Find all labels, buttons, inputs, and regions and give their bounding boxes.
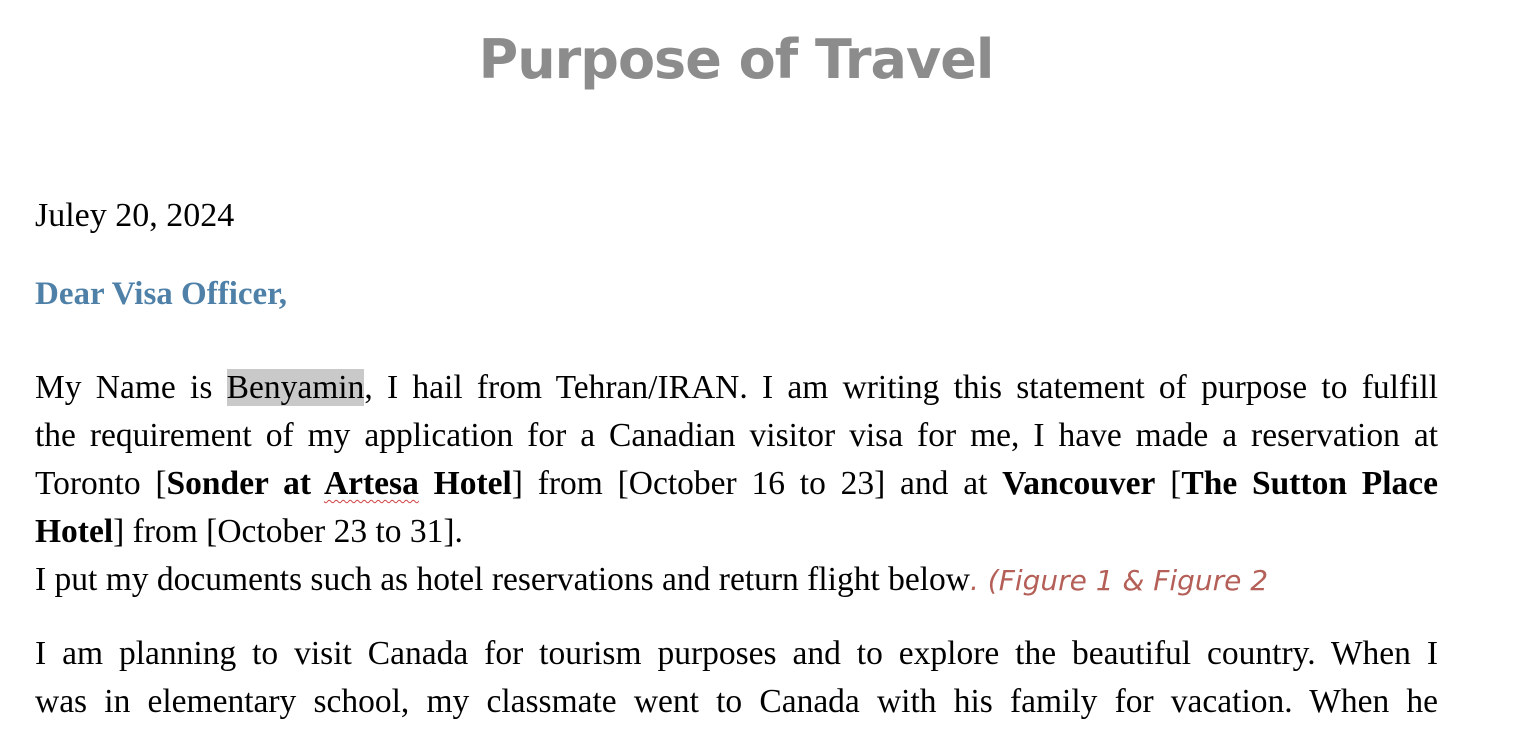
salutation: Dear Visa Officer,: [35, 276, 288, 312]
paragraph-line: was in elementary school, my classmate went to Canada with his family for vacation. When he: [35, 683, 1438, 720]
letter-date: Juley 20, 2024: [35, 197, 235, 234]
hotel-name-vancouver-cont: Hotel: [35, 513, 114, 550]
paragraph-line: the requirement of my application for a Canadian visitor visa for me, I have made a reservation at: [35, 417, 1438, 454]
figure-reference: . (Figure 1 & Figure 2: [970, 564, 1269, 597]
paragraph-line: [35, 556, 1438, 605]
paragraph-line: [35, 460, 1438, 508]
spelling-error-word: Artesa: [323, 465, 419, 502]
text-run: Hotel: [418, 465, 512, 502]
text-run: [: [1155, 465, 1182, 502]
text-run: ] from [October 23 to 31].: [113, 513, 463, 550]
paragraph-line: [35, 364, 1438, 412]
text-run: , I hail from Tehran/IRAN. I am writing this statement of purpose to fulfill: [364, 369, 1438, 406]
text-run: ] from [October 16 to 23] and at: [511, 465, 1003, 502]
paragraph-line: I am planning to visit Canada for tourism purposes and to explore the beautiful country. When I: [35, 635, 1438, 672]
text-run: I put my documents such as hotel reservations and return flight below: [35, 561, 970, 598]
paragraph-purpose: [35, 630, 1438, 726]
paragraph-line: [35, 508, 1438, 556]
text-run: Sonder at: [166, 465, 324, 502]
text-run: My Name is: [35, 369, 227, 406]
text-run: Toronto [: [35, 465, 167, 502]
hotel-name-vancouver: The Sutton Place: [1181, 465, 1439, 502]
highlighted-name: Benyamin: [226, 369, 365, 406]
hotel-name-toronto: [167, 465, 512, 502]
city-vancouver: Vancouver: [1002, 465, 1156, 502]
paragraph-introduction: [35, 364, 1438, 605]
document-title: Purpose of Travel: [478, 28, 994, 91]
